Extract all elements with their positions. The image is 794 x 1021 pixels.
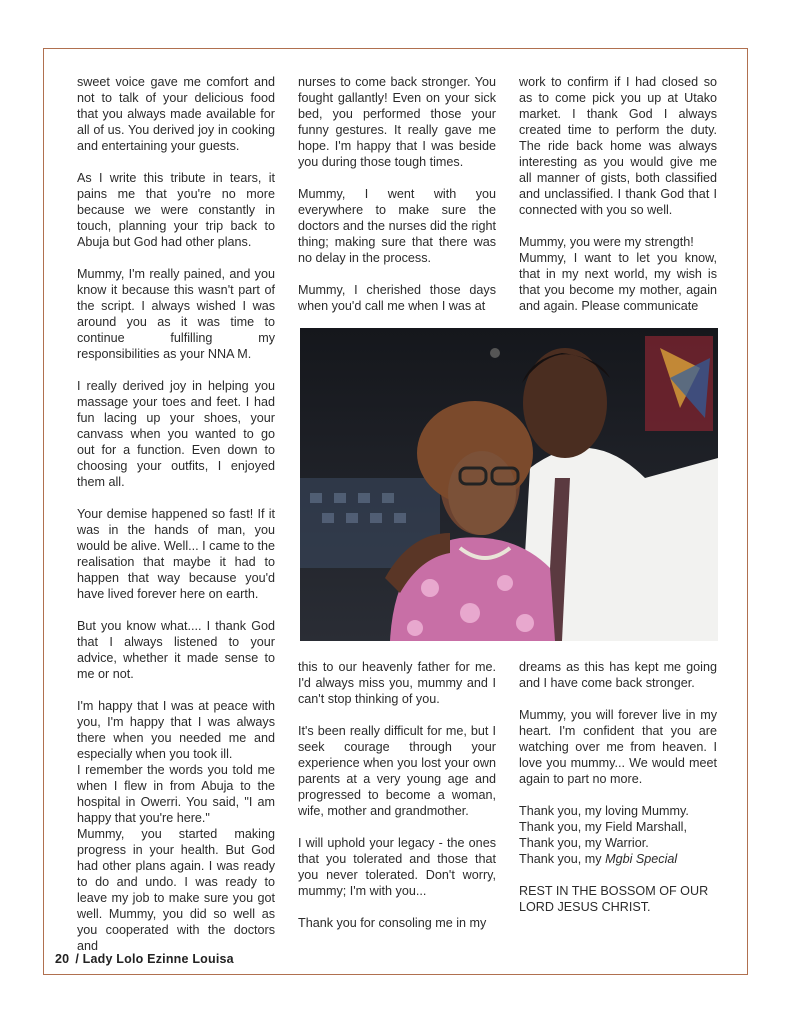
paragraph: Your demise happened so fast! If it was in the hands of man, you would be alive. Well... I came to the realisation that maybe it had to happen that way because you'd have lived forever here on earth. — [77, 507, 275, 601]
paragraph: I'm happy that I was at peace with you, I'm happy that I was always there when you needed me and especially when you took ill. — [77, 699, 275, 761]
footer-title: / Lady Lolo Ezinne Louisa — [75, 952, 234, 966]
thanks-line-last — [519, 851, 717, 867]
closing-text: REST IN THE BOSSOM OF OUR LORD JESUS CHRIST. — [519, 884, 709, 914]
paragraph: But you know what.... I thank God that I always listened to your advice, whether it made sense to me or not. — [77, 619, 275, 681]
paragraph: As I write this tribute in tears, it pains me that you're no more because we were constantly in touch, planning your trip back to Abuja but God had other plans. — [77, 171, 275, 249]
paragraph: Mummy, I cherished those days when you'd call me when I was at — [298, 283, 496, 313]
paragraph: Mummy, you were my strength! — [519, 235, 694, 249]
paragraph: work to confirm if I had closed so as to come pick you up at Utako market. I thank God I always created time to perform the duty. The ride back home was always interesting as you would give me all manner of gists, both classified and unclassified. I thank God that I connected with you so well. — [519, 75, 717, 217]
paragraph: this to our heavenly father for me. I'd always miss you, mummy and I can't stop thinking of you. — [298, 660, 496, 706]
tribute-photo — [300, 328, 718, 641]
paragraph: nurses to come back stronger. You fought gallantly! Even on your sick bed, you performed those your funny gestures. It really gave me hope. I'm happy that I was beside you during those tough times. — [298, 75, 496, 169]
page-footer — [55, 952, 234, 966]
paragraph: I remember the words you told me when I flew in from Abuja to the hospital in Owerri. You said, "I am happy that you're here." — [77, 763, 275, 825]
column-left — [77, 74, 275, 954]
thanks-line: Thank you, my Warrior. — [519, 836, 649, 850]
paragraph: It's been really difficult for me, but I seek courage through your experience when you lost your own parents at a very young age and progressed to become a woman, wife, mother and grandmother. — [298, 724, 496, 818]
paragraph: I really derived joy in helping you massage your toes and feet. I had fun lacing up your shoes, your canvass when you wanted to go out for a function. Even down to choosing your outfits, I enjoyed them all. — [77, 379, 275, 489]
thanks-list — [519, 803, 717, 867]
paragraph: dreams as this has kept me going and I have come back stronger. — [519, 660, 717, 690]
paragraph: Thank you for consoling me in my — [298, 916, 487, 930]
column-middle-bottom — [298, 659, 496, 931]
paragraph: Mummy, you started making progress in your health. But God had other plans again. I was ready to do and undo. I was ready to leave my job to make sure you got well. Mummy, you did so well as you cooperated with the doctors and — [77, 827, 275, 953]
paragraph: Mummy, I went with you everywhere to make sure the doctors and the nurses did the right thing; making sure that there was no delay in the process. — [298, 187, 496, 265]
column-middle-top — [298, 74, 496, 314]
paragraph: Mummy, I'm really pained, and you know it because this wasn't part of the script. I always wished I was around you as it was time to continue fulfilling my responsibilities as your NNA M. — [77, 267, 275, 361]
thanks-line: Thank you, my — [519, 852, 602, 866]
paragraph: Mummy, I want to let you know, that in my next world, my wish is that you become my mother, again and again. Please communicate — [519, 251, 717, 313]
paragraph: Mummy, you will forever live in my heart. I'm confident that you are watching over me from heaven. I love you mummy... We would meet again to part no more. — [519, 708, 717, 786]
thanks-line: Thank you, my loving Mummy. — [519, 804, 689, 818]
column-right-top — [519, 74, 717, 314]
column-right-bottom — [519, 659, 717, 915]
thanks-emphasis: Mgbi Special — [605, 852, 678, 866]
page-number: 20 — [55, 952, 70, 966]
paragraph: sweet voice gave me comfort and not to talk of your delicious food that you always made available for all of us. You derived joy in cooking and entertaining your guests. — [77, 75, 275, 153]
thanks-line: Thank you, my Field Marshall, — [519, 820, 687, 834]
paragraph: I will uphold your legacy - the ones that you tolerated and those that you never tolerated. Don't worry, mummy; I'm with you... — [298, 836, 496, 898]
